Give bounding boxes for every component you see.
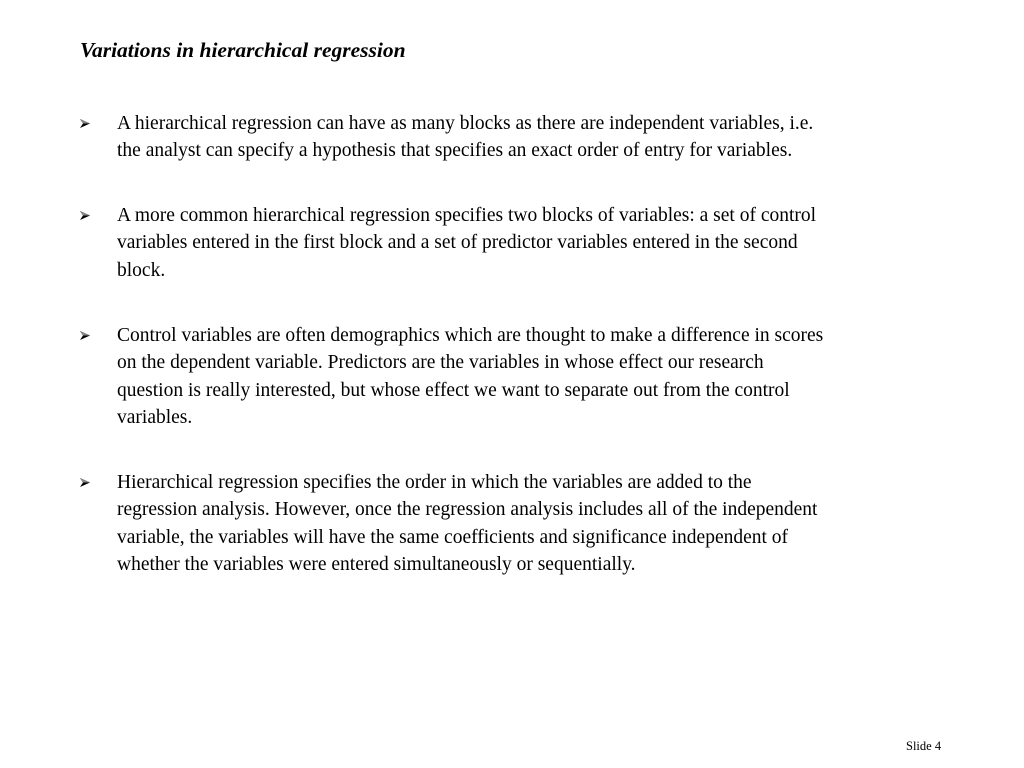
text-line: variable, the variables will have the same coefficients and significance independent of xyxy=(117,526,789,548)
bullet-text xyxy=(117,322,952,431)
text-line: Hierarchical regression specifies the order in which the variables are added to the xyxy=(117,472,752,493)
text-line: regression analysis. However, once the regression analysis includes all of the independent xyxy=(117,499,818,521)
text-line: whether the variables were entered simultaneously or sequentially. xyxy=(117,553,636,575)
text-line: A more common hierarchical regression specifies two blocks of variables: a set of control xyxy=(117,205,817,226)
text-line: variables. xyxy=(117,406,193,428)
arrowhead-bullet-icon xyxy=(80,322,94,349)
arrowhead-bullet-icon xyxy=(80,110,94,137)
text-line: the analyst can specify a hypothesis that specifies an exact order of entry for variables. xyxy=(117,140,793,162)
bullet-text xyxy=(117,110,952,165)
text-line: A hierarchical regression can have as many blocks as there are independent variables, i.e. xyxy=(117,113,814,134)
text-line: block. xyxy=(117,259,166,281)
text-line: question is really interested, but whose effect we want to separate out from the control xyxy=(117,379,790,401)
slide-number: Slide 4 xyxy=(906,739,942,753)
arrowhead-bullet-icon xyxy=(80,202,94,229)
arrowhead-bullet-icon xyxy=(80,469,94,496)
text-line: on the dependent variable. Predictors are the variables in whose effect our research xyxy=(117,352,764,374)
bullet-text xyxy=(117,202,952,284)
text-line: Control variables are often demographics which are thought to make a difference in scores xyxy=(117,325,824,346)
bullet-text xyxy=(117,469,952,578)
text-line: variables entered in the first block and a set of predictor variables entered in the second xyxy=(117,232,798,254)
slide-title: Variations in hierarchical regression xyxy=(80,38,406,62)
